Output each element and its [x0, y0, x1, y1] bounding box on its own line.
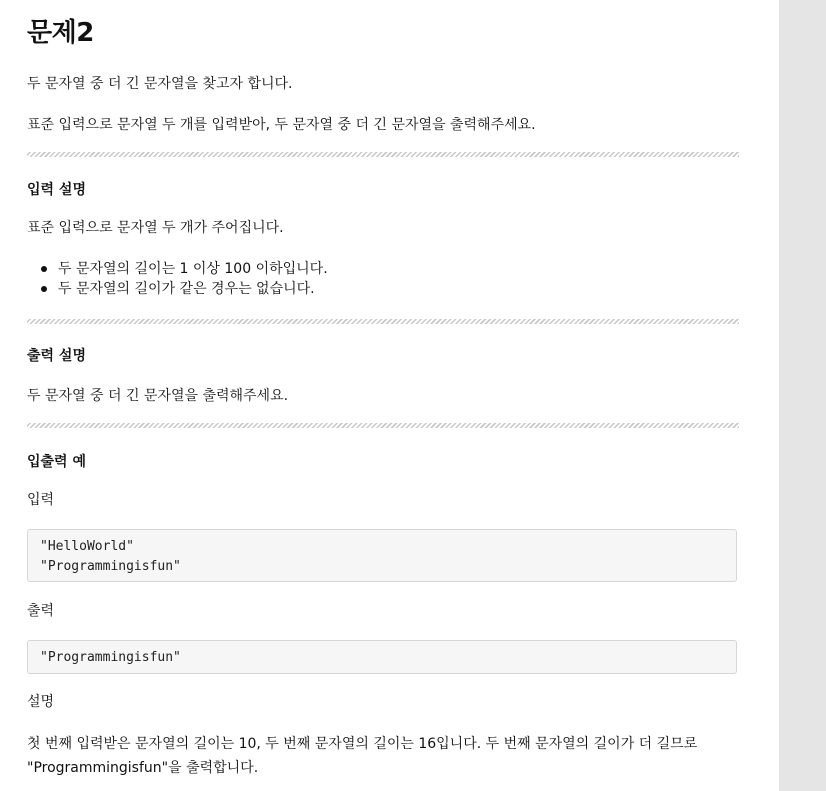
code-line: "HelloWorld"	[40, 539, 134, 554]
intro-paragraph-1: 두 문자열 중 더 긴 문자열을 찾고자 합니다.	[27, 76, 293, 92]
list-item	[27, 279, 739, 299]
example-input-code-block[interactable]	[27, 529, 737, 582]
code-line: "Programmingisfun"	[40, 559, 181, 574]
page-title: 문제2	[27, 18, 94, 48]
example-explanation-label: 설명	[27, 694, 55, 710]
intro-paragraph-2: 표준 입력으로 문자열 두 개를 입력받아, 두 문자열 중 더 긴 문자열을 출력해주세요.	[27, 117, 536, 133]
constraint-text: 두 문자열의 길이가 같은 경우는 없습니다.	[58, 281, 315, 297]
list-item	[27, 259, 739, 279]
example-heading: 입출력 예	[27, 454, 86, 470]
bullet-icon	[41, 266, 47, 272]
explanation-line: "Programmingisfun"을 출력합니다.	[27, 760, 259, 776]
input-constraints-list	[27, 259, 739, 299]
section-divider	[27, 423, 739, 428]
section-divider	[27, 319, 739, 324]
example-input-label: 입력	[27, 492, 55, 508]
bullet-icon	[41, 286, 47, 292]
explanation-line: 첫 번째 입력받은 문자열의 길이는 10, 두 번째 문자열의 길이는 16입니다. 두 번째 문자열의 길이가 더 길므로	[27, 736, 698, 752]
input-description-heading: 입력 설명	[27, 182, 86, 198]
example-explanation-text	[27, 732, 739, 780]
section-divider	[27, 152, 739, 157]
scrollbar-track[interactable]	[779, 0, 826, 791]
constraint-text: 두 문자열의 길이는 1 이상 100 이하입니다.	[58, 261, 328, 277]
output-description-heading: 출력 설명	[27, 348, 86, 364]
input-description-text: 표준 입력으로 문자열 두 개가 주어집니다.	[27, 220, 284, 236]
example-output-label: 출력	[27, 603, 55, 619]
example-output-code-block[interactable]	[27, 640, 737, 674]
code-line: "Programmingisfun"	[40, 650, 181, 665]
output-description-text: 두 문자열 중 더 긴 문자열을 출력해주세요.	[27, 388, 289, 404]
